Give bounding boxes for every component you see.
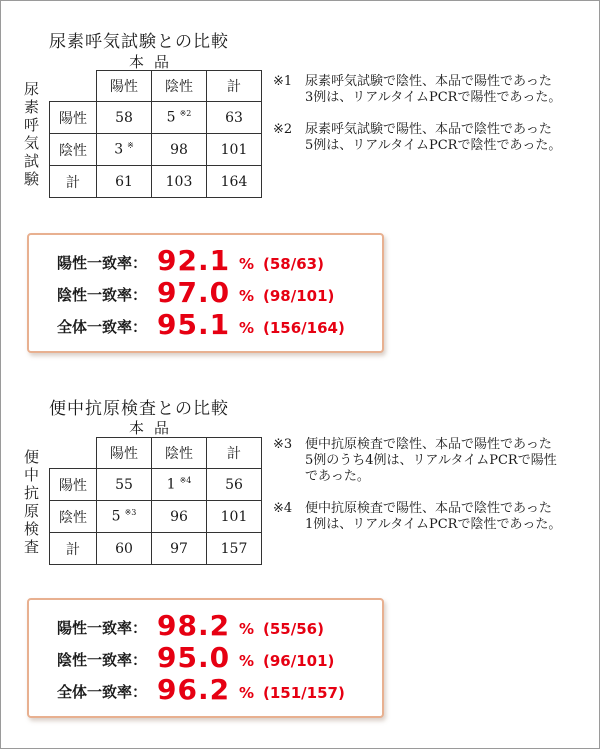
table-row — [50, 501, 262, 533]
table-row — [50, 166, 262, 198]
table-cell: 103 — [152, 166, 207, 198]
table-cell: 56 — [207, 469, 262, 501]
section2-row-header: 便中抗原検査 — [22, 449, 40, 557]
table-row-header: 計 — [50, 166, 97, 198]
footnote-mark: ※3 — [124, 508, 137, 518]
table-cell: 101 — [207, 501, 262, 533]
table-row — [50, 102, 262, 134]
section2-table — [49, 437, 262, 565]
table-row-header: 陰性 — [50, 501, 97, 533]
table-header-row — [50, 438, 262, 469]
table-cell: 164 — [207, 166, 262, 198]
table-row-header: 陽性 — [50, 102, 97, 134]
table-cell: 98 — [152, 134, 207, 166]
table-cell: 96 — [152, 501, 207, 533]
section1-column-header: 本品 — [129, 53, 180, 71]
section1-rates-box: 陽性一致率： 92.1 % (58/63) 陰性一致率： 97.0 % (98/101) 全体一致率： 95.1 % (156/164) — [27, 233, 384, 353]
table-cell: 55 — [97, 469, 152, 501]
section1-note-2: ※2 尿素呼気試験で陽性、本品で陰性であった 5例は、リアルタイムPCRで陰性であった。 — [273, 122, 562, 153]
table-column-header: 陰性 — [152, 71, 207, 102]
section1-note-1: ※1 尿素呼気試験で陰性、本品で陽性であった 3例は、リアルタイムPCRで陽性であった。 — [273, 74, 562, 105]
table-cell: 61 — [97, 166, 152, 198]
section1-table — [49, 70, 262, 198]
footnote-mark: ※ — [127, 141, 134, 151]
section2-note-4: ※4 便中抗原検査で陽性、本品で陰性であった 1例は、リアルタイムPCRで陰性であった。 — [273, 501, 562, 532]
section1-row-header: 尿素呼気試験 — [22, 81, 40, 189]
table-cell: 3 ※ — [97, 134, 152, 166]
table-cell: 5 $^{※3}$ — [97, 501, 152, 533]
table-header-row — [50, 71, 262, 102]
table-cell: 97 — [152, 533, 207, 565]
table-row — [50, 533, 262, 565]
table-row-header: 計 — [50, 533, 97, 565]
table-cell: 60 — [97, 533, 152, 565]
table-row — [50, 134, 262, 166]
table-cell: 5 $^{※2}$ — [152, 102, 207, 134]
table-cell: 157 — [207, 533, 262, 565]
footnote-mark: ※2 — [179, 109, 192, 119]
table-corner-cell — [50, 71, 97, 102]
table-cell: 101 — [207, 134, 262, 166]
footnote-mark: ※4 — [179, 476, 192, 486]
section2-note-3: ※3 便中抗原検査で陰性、本品で陽性であった 5例のうち4例は、リアルタイムPCRで陽性 であった。 — [273, 437, 557, 484]
section2-rates-box: 陽性一致率： 98.2 % (55/56) 陰性一致率： 95.0 % (96/101) 全体一致率： 96.2 % (151/157) — [27, 598, 384, 718]
table-column-header: 陰性 — [152, 438, 207, 469]
table-column-header: 陽性 — [97, 438, 152, 469]
table-row-header: 陰性 — [50, 134, 97, 166]
section2-title: 便中抗原検査との比較 — [49, 399, 229, 419]
table-cell: 63 — [207, 102, 262, 134]
table-column-header: 計 — [207, 71, 262, 102]
table-row — [50, 469, 262, 501]
table-column-header: 計 — [207, 438, 262, 469]
section2-column-header: 本品 — [129, 419, 180, 437]
section1-title: 尿素呼気試験との比較 — [49, 32, 229, 52]
table-column-header: 陽性 — [97, 71, 152, 102]
table-corner-cell — [50, 438, 97, 469]
table-cell: 1 $^{※4}$ — [152, 469, 207, 501]
table-row-header: 陽性 — [50, 469, 97, 501]
table-cell: 58 — [97, 102, 152, 134]
